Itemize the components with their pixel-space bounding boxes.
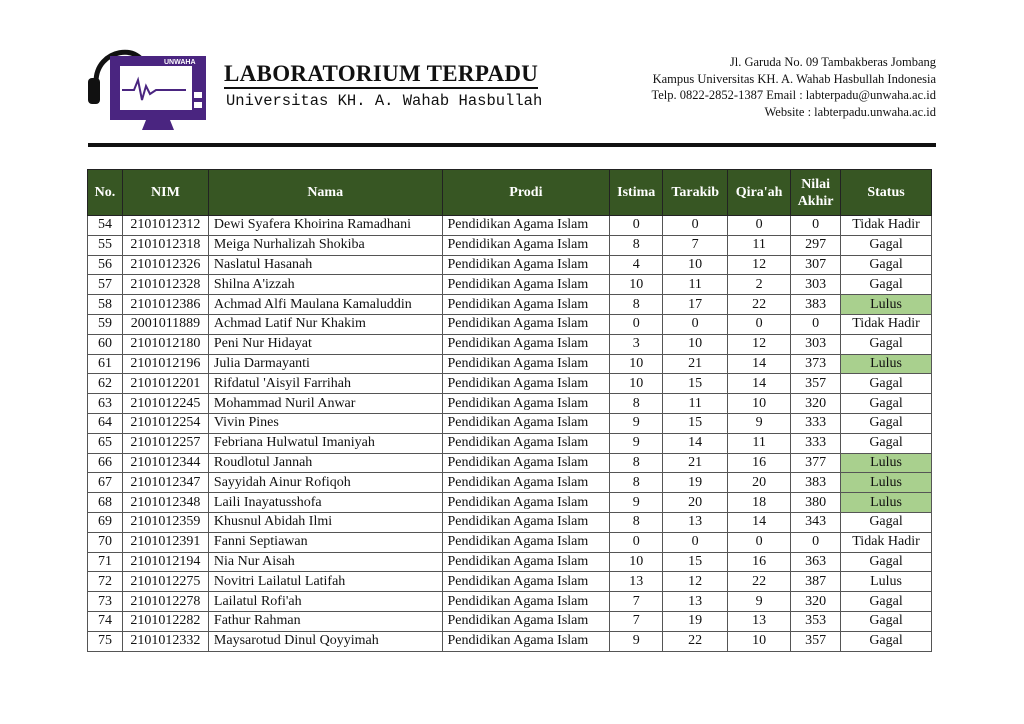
cell-tarakib: 0 (663, 532, 728, 552)
cell-prodi: Pendidikan Agama Islam (442, 592, 610, 612)
cell-status: Lulus (841, 453, 932, 473)
table-row (88, 413, 932, 433)
cell-tarakib: 17 (663, 295, 728, 315)
cell-nilai: 353 (791, 611, 841, 631)
cell-qiraah: 18 (728, 493, 791, 513)
cell-nama: Achmad Alfi Maulana Kamaluddin (208, 295, 442, 315)
cell-no: 68 (88, 493, 123, 513)
cell-status: Gagal (841, 552, 932, 572)
cell-nim: 2101012344 (122, 453, 208, 473)
cell-tarakib: 11 (663, 275, 728, 295)
cell-no: 72 (88, 572, 123, 592)
cell-qiraah: 14 (728, 374, 791, 394)
cell-nama: Sayyidah Ainur Rofiqoh (208, 473, 442, 493)
cell-nama: Nia Nur Aisah (208, 552, 442, 572)
col-header: Nilai Akhir (791, 170, 841, 216)
cell-tarakib: 19 (663, 611, 728, 631)
lab-title: LABORATORIUM TERPADU (224, 62, 538, 89)
table-row (88, 433, 932, 453)
cell-qiraah: 20 (728, 473, 791, 493)
cell-nilai: 383 (791, 473, 841, 493)
cell-tarakib: 7 (663, 235, 728, 255)
cell-status: Gagal (841, 394, 932, 414)
cell-status: Lulus (841, 295, 932, 315)
cell-nama: Julia Darmayanti (208, 354, 442, 374)
cell-tarakib: 19 (663, 473, 728, 493)
cell-nilai: 0 (791, 532, 841, 552)
cell-prodi: Pendidikan Agama Islam (442, 275, 610, 295)
cell-nama: Roudlotul Jannah (208, 453, 442, 473)
cell-prodi: Pendidikan Agama Islam (442, 235, 610, 255)
address-line: Website : labterpadu.unwaha.ac.id (764, 104, 936, 119)
cell-qiraah: 10 (728, 631, 791, 651)
cell-no: 64 (88, 413, 123, 433)
address-line: Jl. Garuda No. 09 Tambakberas Jombang (729, 55, 936, 69)
table-row (88, 493, 932, 513)
col-header: Prodi (442, 170, 610, 216)
cell-istima: 8 (610, 235, 663, 255)
cell-nilai: 307 (791, 255, 841, 275)
cell-prodi: Pendidikan Agama Islam (442, 631, 610, 651)
cell-tarakib: 20 (663, 493, 728, 513)
cell-istima: 10 (610, 275, 663, 295)
cell-status: Gagal (841, 611, 932, 631)
cell-no: 55 (88, 235, 123, 255)
cell-nilai: 303 (791, 275, 841, 295)
table-row (88, 235, 932, 255)
table-row (88, 611, 932, 631)
cell-prodi: Pendidikan Agama Islam (442, 473, 610, 493)
cell-nilai: 357 (791, 374, 841, 394)
col-header: Status (841, 170, 932, 216)
cell-nilai: 320 (791, 394, 841, 414)
cell-nim: 2101012275 (122, 572, 208, 592)
cell-prodi: Pendidikan Agama Islam (442, 374, 610, 394)
header-divider (88, 143, 936, 147)
cell-status: Gagal (841, 255, 932, 275)
cell-nilai: 0 (791, 216, 841, 236)
cell-tarakib: 21 (663, 354, 728, 374)
cell-istima: 0 (610, 216, 663, 236)
address-line: Kampus Universitas KH. A. Wahab Hasbullah Indonesia (652, 71, 936, 86)
cell-nim: 2101012347 (122, 473, 208, 493)
cell-nilai: 363 (791, 552, 841, 572)
table-row (88, 631, 932, 651)
cell-nim: 2101012278 (122, 592, 208, 612)
cell-nim: 2101012328 (122, 275, 208, 295)
cell-nim: 2101012282 (122, 611, 208, 631)
cell-qiraah: 16 (728, 453, 791, 473)
cell-qiraah: 14 (728, 354, 791, 374)
cell-nim: 2101012359 (122, 512, 208, 532)
cell-nim: 2101012386 (122, 295, 208, 315)
cell-prodi: Pendidikan Agama Islam (442, 394, 610, 414)
cell-istima: 10 (610, 374, 663, 394)
cell-nim: 2101012326 (122, 255, 208, 275)
cell-nim: 2101012348 (122, 493, 208, 513)
cell-prodi: Pendidikan Agama Islam (442, 611, 610, 631)
cell-status: Gagal (841, 512, 932, 532)
cell-nama: Fathur Rahman (208, 611, 442, 631)
cell-nama: Dewi Syafera Khoirina Ramadhani (208, 216, 442, 236)
cell-no: 69 (88, 512, 123, 532)
cell-no: 59 (88, 314, 123, 334)
cell-prodi: Pendidikan Agama Islam (442, 334, 610, 354)
cell-nilai: 297 (791, 235, 841, 255)
cell-nim: 2101012194 (122, 552, 208, 572)
cell-nim: 2101012201 (122, 374, 208, 394)
cell-nilai: 387 (791, 572, 841, 592)
table-row (88, 473, 932, 493)
cell-tarakib: 0 (663, 216, 728, 236)
cell-istima: 9 (610, 433, 663, 453)
cell-istima: 13 (610, 572, 663, 592)
col-header: Qira'ah (728, 170, 791, 216)
cell-nama: Maysarotud Dinul Qoyyimah (208, 631, 442, 651)
cell-no: 60 (88, 334, 123, 354)
cell-nama: Laili Inayatusshofa (208, 493, 442, 513)
cell-istima: 4 (610, 255, 663, 275)
logo-text: UNWAHA (164, 59, 196, 66)
cell-qiraah: 10 (728, 394, 791, 414)
cell-no: 62 (88, 374, 123, 394)
cell-qiraah: 22 (728, 295, 791, 315)
cell-qiraah: 9 (728, 592, 791, 612)
cell-nama: Mohammad Nuril Anwar (208, 394, 442, 414)
cell-status: Tidak Hadir (841, 532, 932, 552)
cell-qiraah: 0 (728, 314, 791, 334)
table-row (88, 374, 932, 394)
table-row (88, 512, 932, 532)
table-row (88, 334, 932, 354)
cell-prodi: Pendidikan Agama Islam (442, 552, 610, 572)
cell-istima: 8 (610, 473, 663, 493)
cell-tarakib: 13 (663, 512, 728, 532)
cell-istima: 10 (610, 354, 663, 374)
cell-tarakib: 12 (663, 572, 728, 592)
cell-no: 75 (88, 631, 123, 651)
table-row (88, 354, 932, 374)
cell-prodi: Pendidikan Agama Islam (442, 433, 610, 453)
cell-nama: Khusnul Abidah Ilmi (208, 512, 442, 532)
cell-nilai: 377 (791, 453, 841, 473)
table-row (88, 255, 932, 275)
cell-istima: 3 (610, 334, 663, 354)
cell-istima: 7 (610, 592, 663, 612)
cell-tarakib: 10 (663, 255, 728, 275)
cell-nama: Fanni Septiawan (208, 532, 442, 552)
cell-tarakib: 15 (663, 374, 728, 394)
cell-prodi: Pendidikan Agama Islam (442, 255, 610, 275)
cell-status: Gagal (841, 374, 932, 394)
cell-tarakib: 22 (663, 631, 728, 651)
cell-nim: 2101012312 (122, 216, 208, 236)
cell-status: Gagal (841, 592, 932, 612)
cell-nilai: 383 (791, 295, 841, 315)
results-table (87, 169, 932, 652)
cell-nama: Meiga Nurhalizah Shokiba (208, 235, 442, 255)
cell-prodi: Pendidikan Agama Islam (442, 572, 610, 592)
cell-tarakib: 21 (663, 453, 728, 473)
cell-no: 63 (88, 394, 123, 414)
cell-nama: Achmad Latif Nur Khakim (208, 314, 442, 334)
cell-prodi: Pendidikan Agama Islam (442, 532, 610, 552)
cell-prodi: Pendidikan Agama Islam (442, 216, 610, 236)
cell-istima: 9 (610, 631, 663, 651)
cell-nilai: 333 (791, 433, 841, 453)
cell-tarakib: 14 (663, 433, 728, 453)
cell-no: 54 (88, 216, 123, 236)
cell-status: Gagal (841, 631, 932, 651)
cell-qiraah: 13 (728, 611, 791, 631)
cell-status: Gagal (841, 334, 932, 354)
cell-status: Gagal (841, 235, 932, 255)
table-row (88, 216, 932, 236)
cell-nim: 2101012332 (122, 631, 208, 651)
cell-nama: Peni Nur Hidayat (208, 334, 442, 354)
address-line: Telp. 0822-2852-1387 Email : labterpadu@unwaha.ac.id (651, 88, 936, 102)
cell-tarakib: 11 (663, 394, 728, 414)
cell-nim: 2101012257 (122, 433, 208, 453)
cell-nilai: 333 (791, 413, 841, 433)
lab-subtitle: Universitas KH. A. Wahab Hasbullah (226, 92, 543, 110)
col-header: No. (88, 170, 123, 216)
cell-nama: Lailatul Rofi'ah (208, 592, 442, 612)
col-header: Istima (610, 170, 663, 216)
cell-prodi: Pendidikan Agama Islam (442, 493, 610, 513)
cell-status: Tidak Hadir (841, 216, 932, 236)
cell-prodi: Pendidikan Agama Islam (442, 453, 610, 473)
cell-nim: 2101012180 (122, 334, 208, 354)
cell-tarakib: 15 (663, 552, 728, 572)
cell-no: 65 (88, 433, 123, 453)
cell-nama: Vivin Pines (208, 413, 442, 433)
table-row (88, 295, 932, 315)
cell-no: 70 (88, 532, 123, 552)
cell-istima: 0 (610, 532, 663, 552)
cell-qiraah: 2 (728, 275, 791, 295)
cell-prodi: Pendidikan Agama Islam (442, 413, 610, 433)
cell-istima: 0 (610, 314, 663, 334)
cell-tarakib: 10 (663, 334, 728, 354)
cell-no: 66 (88, 453, 123, 473)
cell-istima: 9 (610, 493, 663, 513)
cell-nim: 2101012196 (122, 354, 208, 374)
cell-istima: 10 (610, 552, 663, 572)
cell-status: Gagal (841, 413, 932, 433)
cell-status: Gagal (841, 275, 932, 295)
cell-status: Tidak Hadir (841, 314, 932, 334)
cell-nim: 2001011889 (122, 314, 208, 334)
cell-nilai: 0 (791, 314, 841, 334)
table-row (88, 572, 932, 592)
cell-prodi: Pendidikan Agama Islam (442, 295, 610, 315)
col-header: Nama (208, 170, 442, 216)
table-row (88, 592, 932, 612)
cell-status: Lulus (841, 473, 932, 493)
cell-istima: 8 (610, 512, 663, 532)
cell-qiraah: 11 (728, 433, 791, 453)
cell-nilai: 357 (791, 631, 841, 651)
cell-prodi: Pendidikan Agama Islam (442, 512, 610, 532)
cell-no: 67 (88, 473, 123, 493)
cell-nama: Febriana Hulwatul Imaniyah (208, 433, 442, 453)
cell-qiraah: 0 (728, 532, 791, 552)
cell-qiraah: 12 (728, 255, 791, 275)
table-row (88, 275, 932, 295)
col-header: NIM (122, 170, 208, 216)
lab-logo (86, 40, 208, 132)
cell-no: 56 (88, 255, 123, 275)
cell-no: 61 (88, 354, 123, 374)
table-header-row (88, 170, 932, 216)
cell-nim: 2101012318 (122, 235, 208, 255)
cell-prodi: Pendidikan Agama Islam (442, 314, 610, 334)
cell-tarakib: 0 (663, 314, 728, 334)
cell-nilai: 380 (791, 493, 841, 513)
col-header: Tarakib (663, 170, 728, 216)
cell-nilai: 320 (791, 592, 841, 612)
cell-nim: 2101012245 (122, 394, 208, 414)
cell-status: Lulus (841, 354, 932, 374)
cell-nilai: 373 (791, 354, 841, 374)
cell-no: 58 (88, 295, 123, 315)
cell-status: Lulus (841, 493, 932, 513)
cell-qiraah: 12 (728, 334, 791, 354)
cell-qiraah: 9 (728, 413, 791, 433)
cell-istima: 8 (610, 295, 663, 315)
table-row (88, 532, 932, 552)
cell-no: 74 (88, 611, 123, 631)
cell-nama: Shilna A'izzah (208, 275, 442, 295)
cell-nama: Rifdatul 'Aisyil Farrihah (208, 374, 442, 394)
cell-istima: 9 (610, 413, 663, 433)
cell-tarakib: 13 (663, 592, 728, 612)
cell-nim: 2101012391 (122, 532, 208, 552)
cell-qiraah: 0 (728, 216, 791, 236)
cell-istima: 8 (610, 394, 663, 414)
cell-nama: Novitri Lailatul Latifah (208, 572, 442, 592)
cell-nim: 2101012254 (122, 413, 208, 433)
cell-qiraah: 14 (728, 512, 791, 532)
cell-qiraah: 22 (728, 572, 791, 592)
cell-nilai: 303 (791, 334, 841, 354)
cell-qiraah: 16 (728, 552, 791, 572)
cell-no: 73 (88, 592, 123, 612)
cell-prodi: Pendidikan Agama Islam (442, 354, 610, 374)
table-row (88, 453, 932, 473)
table-row (88, 394, 932, 414)
cell-status: Gagal (841, 433, 932, 453)
cell-istima: 7 (610, 611, 663, 631)
cell-istima: 8 (610, 453, 663, 473)
cell-nilai: 343 (791, 512, 841, 532)
cell-nama: Naslatul Hasanah (208, 255, 442, 275)
address-block (651, 54, 936, 120)
table-row (88, 552, 932, 572)
cell-status: Lulus (841, 572, 932, 592)
cell-qiraah: 11 (728, 235, 791, 255)
cell-no: 57 (88, 275, 123, 295)
cell-no: 71 (88, 552, 123, 572)
table-row (88, 314, 932, 334)
cell-tarakib: 15 (663, 413, 728, 433)
